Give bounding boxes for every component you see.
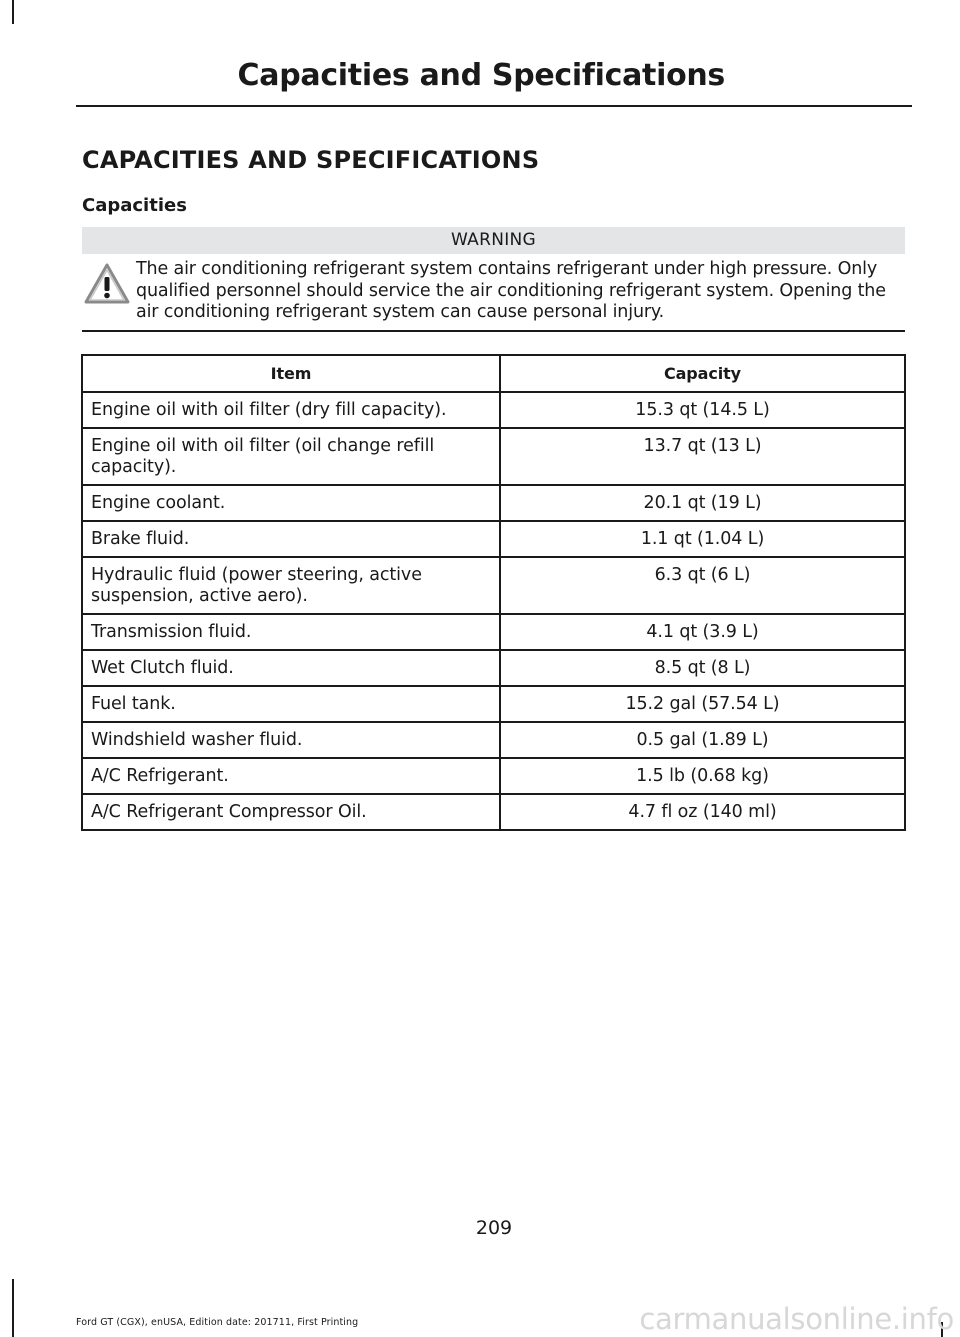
table-row xyxy=(82,758,905,794)
warning-rule xyxy=(82,330,905,332)
table-row xyxy=(82,557,905,614)
crop-mark-top-left xyxy=(12,0,14,24)
column-header-capacity: Capacity xyxy=(500,355,905,392)
warning-triangle-icon xyxy=(83,262,131,306)
table-header-row xyxy=(82,355,905,392)
item-cell: A/C Refrigerant Compressor Oil. xyxy=(82,794,500,830)
capacity-cell: 6.3 qt (6 L) xyxy=(500,557,905,614)
warning-text: The air conditioning refrigerant system contains refrigerant under high pressure. Only qualified personnel should service the air conditioning refrigerant system. Opening the air conditioning refrigerant system can cause personal injury. xyxy=(136,259,886,322)
capacity-cell: 4.1 qt (3.9 L) xyxy=(500,614,905,650)
page-number: 209 xyxy=(475,1217,513,1239)
capacities-table xyxy=(81,354,906,831)
item-cell: Windshield washer fluid. xyxy=(82,722,500,758)
capacity-cell: 1.1 qt (1.04 L) xyxy=(500,521,905,557)
capacity-cell: 20.1 qt (19 L) xyxy=(500,485,905,521)
watermark-text: carmanualsonline.info xyxy=(639,1302,954,1336)
capacity-cell: 13.7 qt (13 L) xyxy=(500,428,905,485)
table-row xyxy=(82,485,905,521)
capacity-cell: 15.3 qt (14.5 L) xyxy=(500,392,905,428)
crop-mark-bottom-left xyxy=(12,1279,14,1337)
capacity-cell: 0.5 gal (1.89 L) xyxy=(500,722,905,758)
table-row xyxy=(82,722,905,758)
capacity-cell: 15.2 gal (57.54 L) xyxy=(500,686,905,722)
footer-edition-text: Ford GT (CGX), enUSA, Edition date: 201711, First Printing xyxy=(76,1317,359,1328)
capacity-cell: 8.5 qt (8 L) xyxy=(500,650,905,686)
table-row xyxy=(82,686,905,722)
table-row xyxy=(82,650,905,686)
table-row xyxy=(82,428,905,485)
running-header-title: Capacities and Specifications xyxy=(237,58,725,93)
item-cell: Transmission fluid. xyxy=(82,614,500,650)
header-rule xyxy=(76,105,912,107)
column-header-item: Item xyxy=(82,355,500,392)
section-heading: CAPACITIES AND SPECIFICATIONS xyxy=(82,146,540,174)
sub-heading-capacities: Capacities xyxy=(82,195,187,216)
item-cell: Wet Clutch fluid. xyxy=(82,650,500,686)
item-cell: Brake fluid. xyxy=(82,521,500,557)
item-cell: Hydraulic fluid (power steering, active suspension, active aero). xyxy=(82,557,500,614)
table-row xyxy=(82,614,905,650)
item-cell: Engine oil with oil filter (dry fill capacity). xyxy=(82,392,500,428)
table-row xyxy=(82,794,905,830)
warning-label-bar: WARNING xyxy=(82,227,905,254)
item-cell: Engine oil with oil filter (oil change refill capacity). xyxy=(82,428,500,485)
capacity-cell: 4.7 fl oz (140 ml) xyxy=(500,794,905,830)
table-row xyxy=(82,392,905,428)
item-cell: A/C Refrigerant. xyxy=(82,758,500,794)
capacity-cell: 1.5 lb (0.68 kg) xyxy=(500,758,905,794)
table-row xyxy=(82,521,905,557)
item-cell: Fuel tank. xyxy=(82,686,500,722)
item-cell: Engine coolant. xyxy=(82,485,500,521)
